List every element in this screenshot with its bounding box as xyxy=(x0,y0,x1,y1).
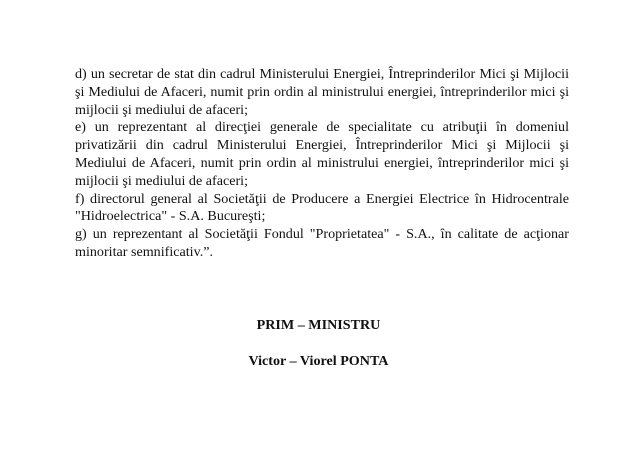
signature-name: Victor – Viorel PONTA xyxy=(248,353,389,369)
signature-title: PRIM – MINISTRU xyxy=(256,317,381,333)
paragraph-d: d) un secretar de stat din cadrul Ministerului Energiei, Întreprinderilor Mici şi Mijlocii şi Mediului de Afaceri, numit prin ordin al ministrului energiei, întreprinderilor mici şi mijlocii şi mediului de afaceri; xyxy=(75,66,569,118)
paragraph-g: g) un reprezentant al Societăţii Fondul "Proprietatea" - S.A., în calitate de acţionar minoritar semnificativ.”. xyxy=(75,226,569,260)
document-body xyxy=(75,66,569,262)
paragraph-f: f) directorul general al Societăţii de Producere a Energiei Electrice în Hidrocentrale "Hidroelectrica" - S.A. Bucureşti; xyxy=(75,190,569,225)
paragraph-e: e) un reprezentant al direcţiei generale de specialitate cu atribuţii în domeniul privatizării din cadrul Ministerului Energiei, Întreprinderilor Mici şi Mijlocii şi Mediului de Afaceri, numit prin ordin al ministrului energiei, întreprinderilor mici şi mijlocii şi mediului de afaceri; xyxy=(75,119,569,189)
